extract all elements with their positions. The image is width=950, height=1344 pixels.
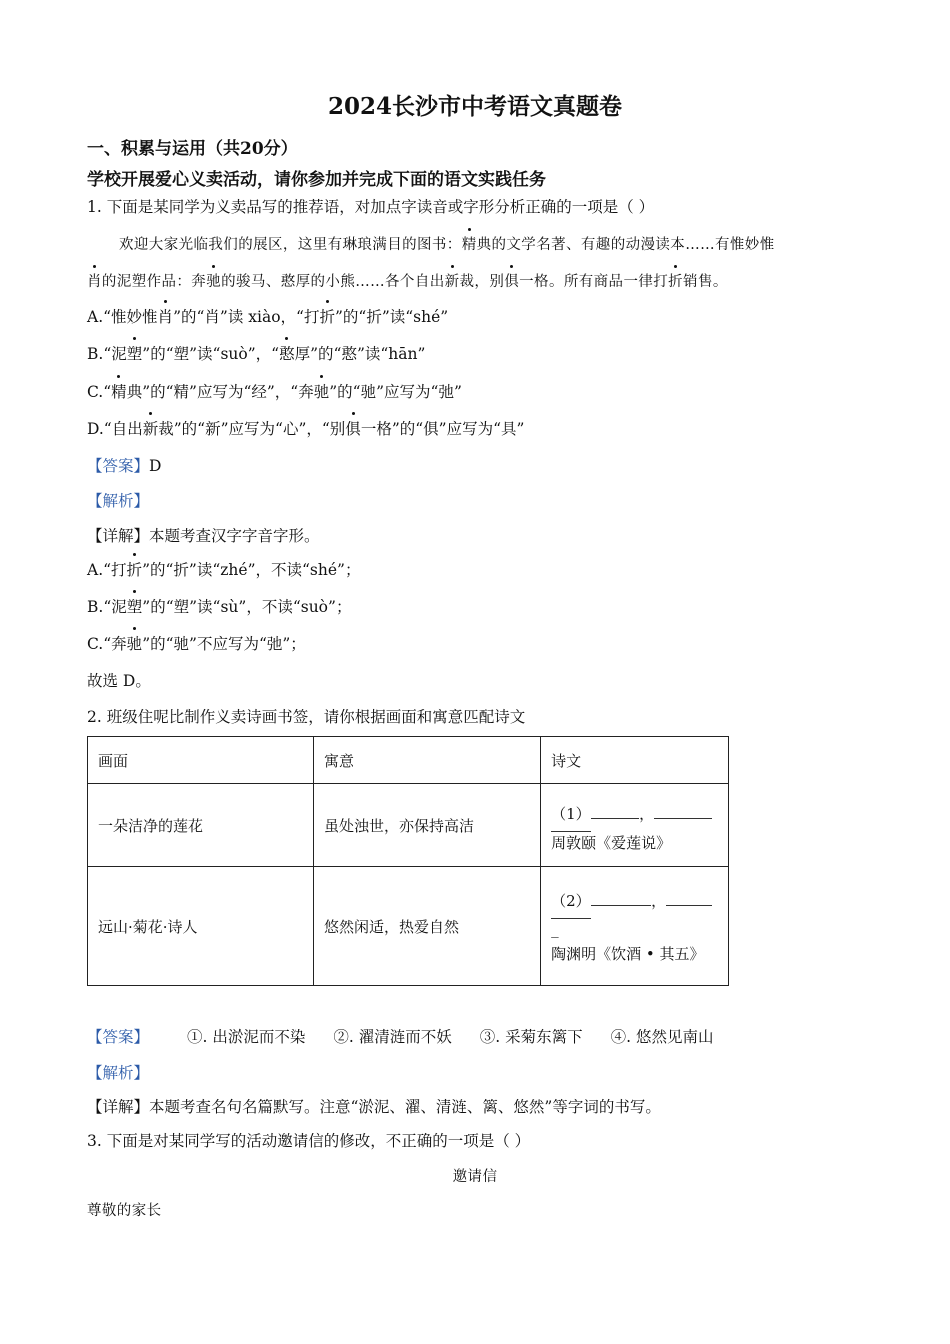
option-text: ”的“折”读“shé” — [334, 308, 449, 326]
passage-text: 的泥塑作品：奔 — [101, 274, 207, 290]
q2-detail: 【详解】本题考查名句名篇默写。注意“淤泥、濯、清涟、篱、悠然”等字词的书写。 — [87, 1098, 661, 1116]
table-row — [88, 867, 729, 986]
dotted-char: 驰 — [127, 632, 143, 654]
option-text: 裁”的“新”应写为“心”，“别 — [158, 420, 346, 438]
q1-conclusion: 故选 D。 — [87, 672, 151, 690]
dotted-char: 俱 — [345, 417, 361, 439]
dotted-char: 折 — [127, 558, 143, 580]
option-text: 一格”的“俱”应写为“具” — [360, 420, 525, 438]
option-text: D.“自出 — [87, 420, 143, 438]
header-picture: 画面 — [88, 737, 314, 784]
fill-blank[interactable] — [654, 818, 712, 819]
answer-label: 【答案】 — [87, 457, 150, 475]
dotted-char: 肖 — [158, 305, 174, 327]
option-text: ”的“驰”应写为“弛” — [329, 383, 462, 401]
passage-text: 销售。 — [683, 274, 728, 290]
blank-separator: ， — [639, 805, 655, 823]
dotted-char: 塑 — [127, 595, 143, 617]
letter-salutation: 尊敬的家长 — [87, 1203, 162, 1219]
answer-item: ②. 濯清涟而不妖 — [333, 1028, 452, 1046]
poem-cell — [541, 867, 729, 986]
poem-bookmark-table — [87, 736, 729, 986]
table-header-row — [88, 737, 729, 784]
document-title: 2024长沙市中考语文真题卷 — [327, 93, 622, 120]
dotted-char: 折 — [319, 305, 335, 327]
blank-tail: _ — [551, 919, 559, 938]
option-text: ”的“肖”读 xiào，“打 — [173, 308, 320, 326]
poem-cell — [541, 784, 729, 867]
option-text: A.“惟妙惟 — [87, 308, 158, 326]
dotted-char: 俱 — [504, 270, 519, 291]
q1-passage-line2 — [87, 270, 728, 291]
answer-value: D — [149, 457, 162, 475]
q1-stem: 1. 下面是某同学为义卖品写的推荐语，对加点字读音或字形分析正确的一项是（ ） — [87, 198, 655, 216]
dotted-char: 精 — [111, 380, 127, 402]
task-heading: 学校开展爱心义卖活动，请你参加并完成下面的语文实践任务 — [87, 170, 546, 190]
section-heading: 一、积累与运用（共20分） — [87, 139, 298, 159]
dotted-char: 新 — [445, 270, 460, 291]
dotted-char: 驰 — [314, 380, 330, 402]
fill-blank[interactable] — [666, 905, 712, 906]
answer-item: ③. 采菊东篱下 — [479, 1028, 583, 1046]
dotted-char: 折 — [668, 270, 683, 291]
option-text: 典”的“精”应写为“经”，“奔 — [126, 383, 314, 401]
dotted-char: 新 — [143, 417, 159, 439]
q1-explain-a — [87, 558, 360, 580]
passage-text: 的骏马、憨厚的小熊……各个自出 — [221, 274, 445, 290]
option-text: C.“ — [87, 383, 112, 401]
q1-answer — [87, 454, 161, 476]
blank-separator: ， — [651, 891, 667, 910]
dotted-char: 精 — [462, 233, 477, 254]
q2-analysis-label: 【解析】 — [87, 1064, 150, 1082]
explain-text: B.“泥 — [87, 598, 127, 616]
passage-text: 典的文学名著、有趣的动漫读本……有惟妙惟 — [476, 237, 775, 253]
dotted-char: 憨 — [279, 342, 295, 364]
fill-blank[interactable] — [591, 905, 651, 906]
option-text: 厚”的“憨”读“hān” — [294, 345, 426, 363]
q1-explain-c — [87, 632, 306, 654]
explain-text: ”的“塑”读“sù”，不读“suò”； — [142, 598, 352, 616]
q1-analysis-label: 【解析】 — [87, 492, 150, 510]
meaning-cell: 虽处浊世，亦保持高洁 — [314, 784, 541, 867]
passage-text: 欢迎大家光临我们的展区，这里有琳琅满目的图书： — [119, 237, 462, 253]
q1-option-b — [87, 342, 425, 364]
explain-text: A.“打 — [87, 561, 127, 579]
answer-item: ①. 出淤泥而不染 — [187, 1028, 306, 1046]
fill-blank[interactable] — [591, 818, 639, 819]
blank-label: （2） — [551, 884, 591, 919]
answer-label: 【答案】 — [87, 1028, 150, 1046]
q1-passage-line1 — [119, 233, 775, 254]
option-text: ”的“塑”读“suò”，“ — [142, 345, 280, 363]
q1-explain-b — [87, 595, 351, 617]
passage-text: 一格。所有商品一律打 — [519, 274, 669, 290]
header-poem: 诗文 — [541, 737, 729, 784]
header-meaning: 寓意 — [314, 737, 541, 784]
dotted-char: 驰 — [206, 270, 221, 291]
q1-option-a — [87, 305, 448, 327]
option-text: B.“泥 — [87, 345, 127, 363]
poem-source: 陶渊明《饮酒 • 其五》 — [551, 944, 705, 963]
picture-cell: 一朵洁净的莲花 — [88, 784, 314, 867]
answer-item: ④. 悠然见南山 — [610, 1028, 714, 1046]
explain-text: ”的“驰”不应写为“弛”； — [142, 635, 306, 653]
q2-answer — [87, 1025, 741, 1047]
q1-detail: 【详解】本题考查汉字字音字形。 — [87, 527, 320, 545]
table-row — [88, 784, 729, 867]
passage-text: 裁，别 — [459, 274, 505, 290]
dotted-char: 塑 — [127, 342, 143, 364]
picture-cell: 远山·菊花·诗人 — [88, 867, 314, 986]
q2-stem: 2. 班级住呢比制作义卖诗画书签，请你根据画面和寓意匹配诗文 — [87, 708, 526, 726]
q3-stem: 3. 下面是对某同学写的活动邀请信的修改，不正确的一项是（ ） — [87, 1132, 531, 1150]
q1-option-c — [87, 380, 462, 402]
explain-text: C.“奔 — [87, 635, 127, 653]
explain-text: ”的“折”读“zhé”，不读“shé”； — [142, 561, 361, 579]
letter-title: 邀请信 — [452, 1169, 498, 1185]
poem-source: 周敦颐《爱莲说》 — [551, 834, 672, 852]
meaning-cell: 悠然闲适，热爱自然 — [314, 867, 541, 986]
blank-label: （1） — [551, 797, 591, 832]
q1-option-d — [87, 417, 524, 439]
dotted-char: 肖 — [87, 270, 102, 291]
